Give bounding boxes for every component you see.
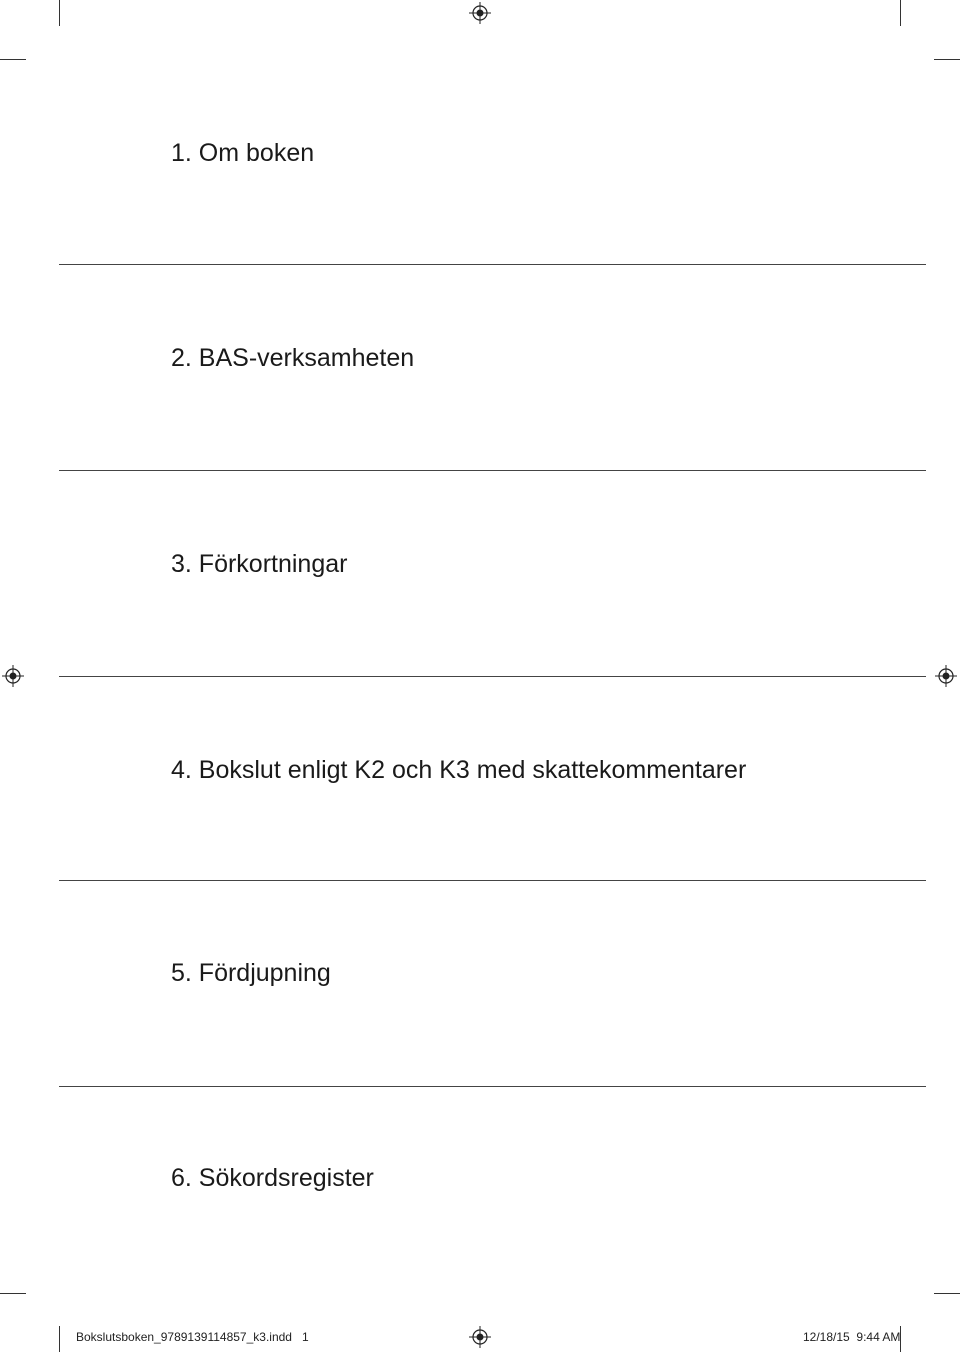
section-heading-4: 4. Bokslut enligt K2 och K3 med skattekommentarer bbox=[171, 756, 747, 784]
slug-page-number: 1 bbox=[301, 1330, 309, 1344]
section-divider-1 bbox=[59, 264, 926, 265]
slug-datetime bbox=[803, 1330, 900, 1344]
section-heading-6: 6. Sökordsregister bbox=[171, 1164, 374, 1192]
section-divider-3 bbox=[59, 676, 926, 677]
registration-mark-right-icon bbox=[935, 665, 957, 687]
crop-mark-top-right-h bbox=[934, 59, 960, 60]
slug-filename-text: Bokslutsboken_9789139114857_k3.indd bbox=[76, 1330, 292, 1344]
crop-mark-bottom-left-h bbox=[0, 1293, 26, 1294]
registration-mark-left-icon bbox=[2, 665, 24, 687]
slug-filename bbox=[76, 1330, 309, 1344]
section-heading-3: 3. Förkortningar bbox=[171, 550, 348, 578]
slug-time: 9:44 AM bbox=[856, 1330, 901, 1344]
crop-mark-top-left bbox=[59, 0, 60, 26]
crop-mark-bottom-left bbox=[59, 1326, 60, 1352]
crop-mark-bottom-right-h bbox=[934, 1293, 960, 1294]
section-divider-4 bbox=[59, 880, 926, 881]
registration-mark-bottom-icon bbox=[469, 1326, 491, 1348]
section-divider-5 bbox=[59, 1086, 926, 1087]
section-divider-2 bbox=[59, 470, 926, 471]
crop-mark-top-right bbox=[900, 0, 901, 26]
section-heading-5: 5. Fördjupning bbox=[171, 959, 331, 987]
section-heading-1: 1. Om boken bbox=[171, 139, 315, 167]
registration-mark-top-icon bbox=[469, 2, 491, 24]
section-heading-2: 2. BAS-verksamheten bbox=[171, 344, 415, 372]
crop-mark-top-left-h bbox=[0, 59, 26, 60]
slug-date: 12/18/15 bbox=[803, 1330, 850, 1344]
